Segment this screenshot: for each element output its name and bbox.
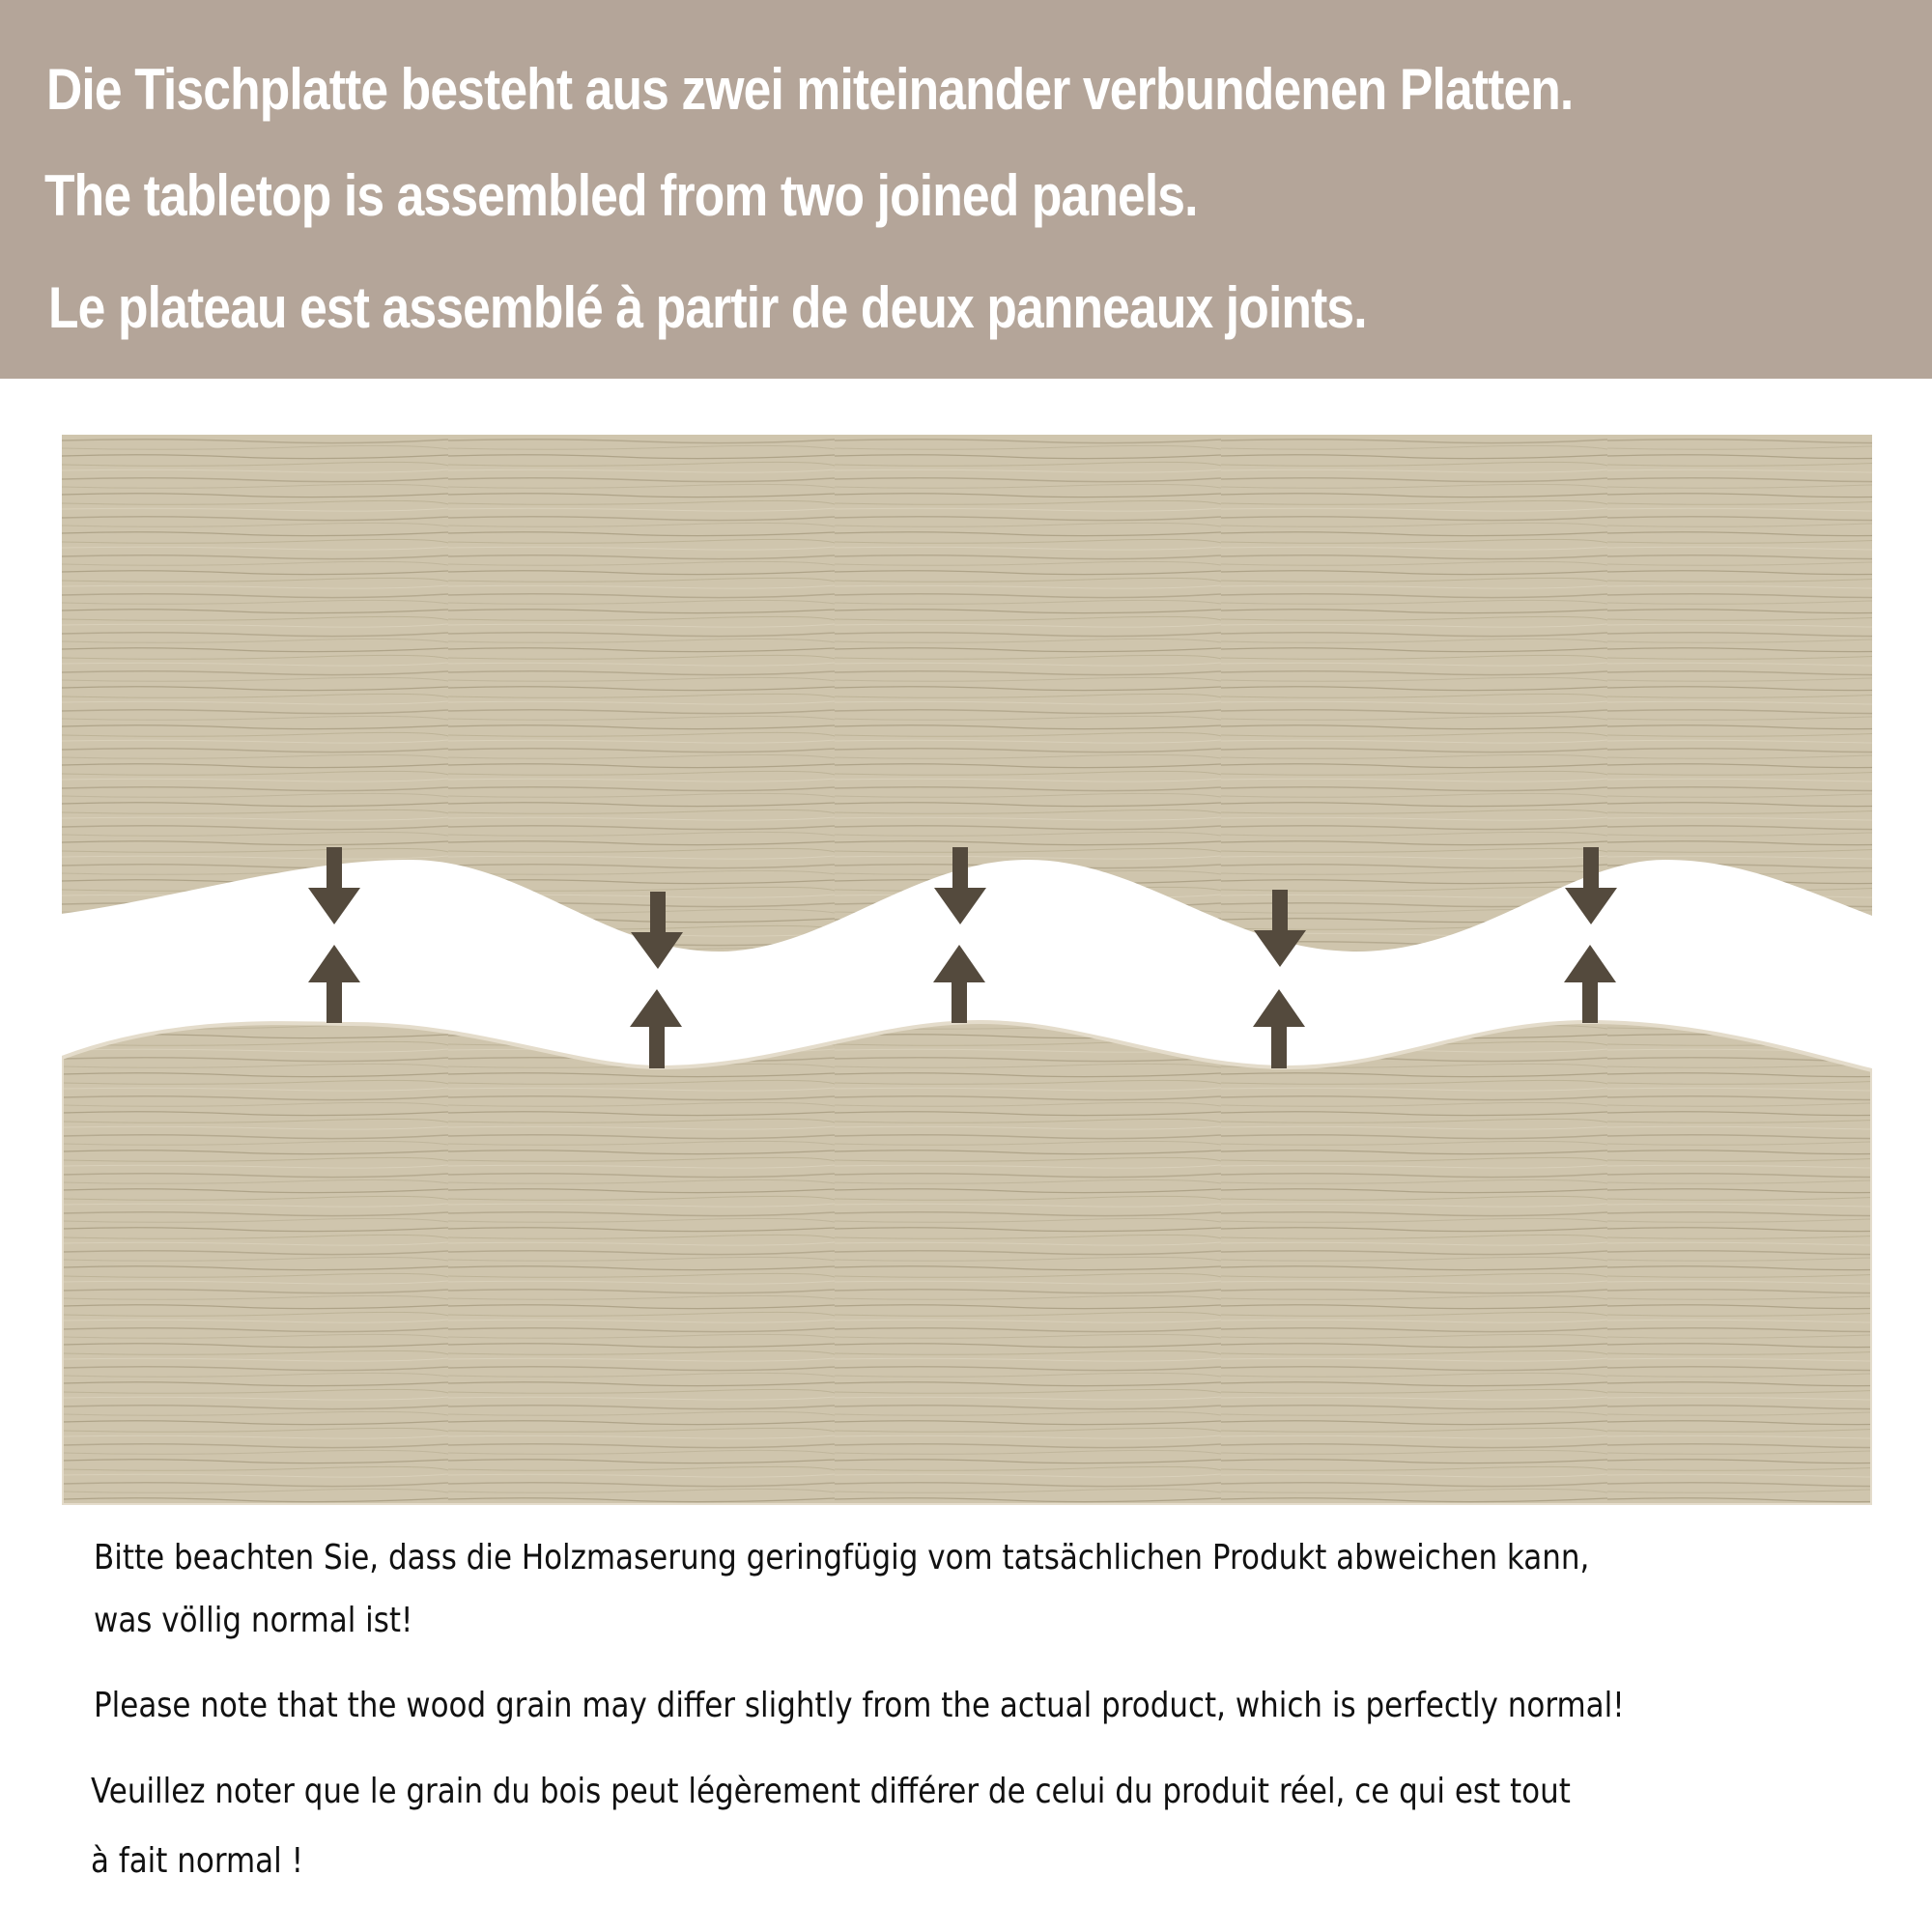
arrow-up-icon [1564,945,1616,1023]
header-banner [0,0,1932,379]
note-french-1: Veuillez noter que le grain du bois peut légèrement différer de celui du produit réel, ce qui est tout [91,1772,1571,1811]
arrow-up-icon [630,989,682,1068]
title-german: Die Tischplatte besteht aus zwei miteinander verbundenen Platten. [46,57,1574,122]
note-german-1: Bitte beachten Sie, dass die Holzmaserung geringfügig vom tatsächlichen Produkt abweichen kann, [94,1538,1590,1577]
title-english: The tabletop is assembled from two joined panels. [44,163,1198,228]
note-french-2: à fait normal ! [91,1841,304,1881]
tabletop-illustration [62,435,1872,1505]
arrow-up-icon [933,945,985,1023]
arrow-up-icon [308,945,360,1023]
bottom-panel [62,1022,1872,1505]
note-german-2: was völlig normal ist! [94,1601,413,1640]
title-french: Le plateau est assemblé à partir de deux panneaux joints. [48,275,1367,340]
arrow-up-icon [1253,989,1305,1068]
note-english: Please note that the wood grain may differ slightly from the actual product, which is perfectly normal! [94,1686,1625,1725]
